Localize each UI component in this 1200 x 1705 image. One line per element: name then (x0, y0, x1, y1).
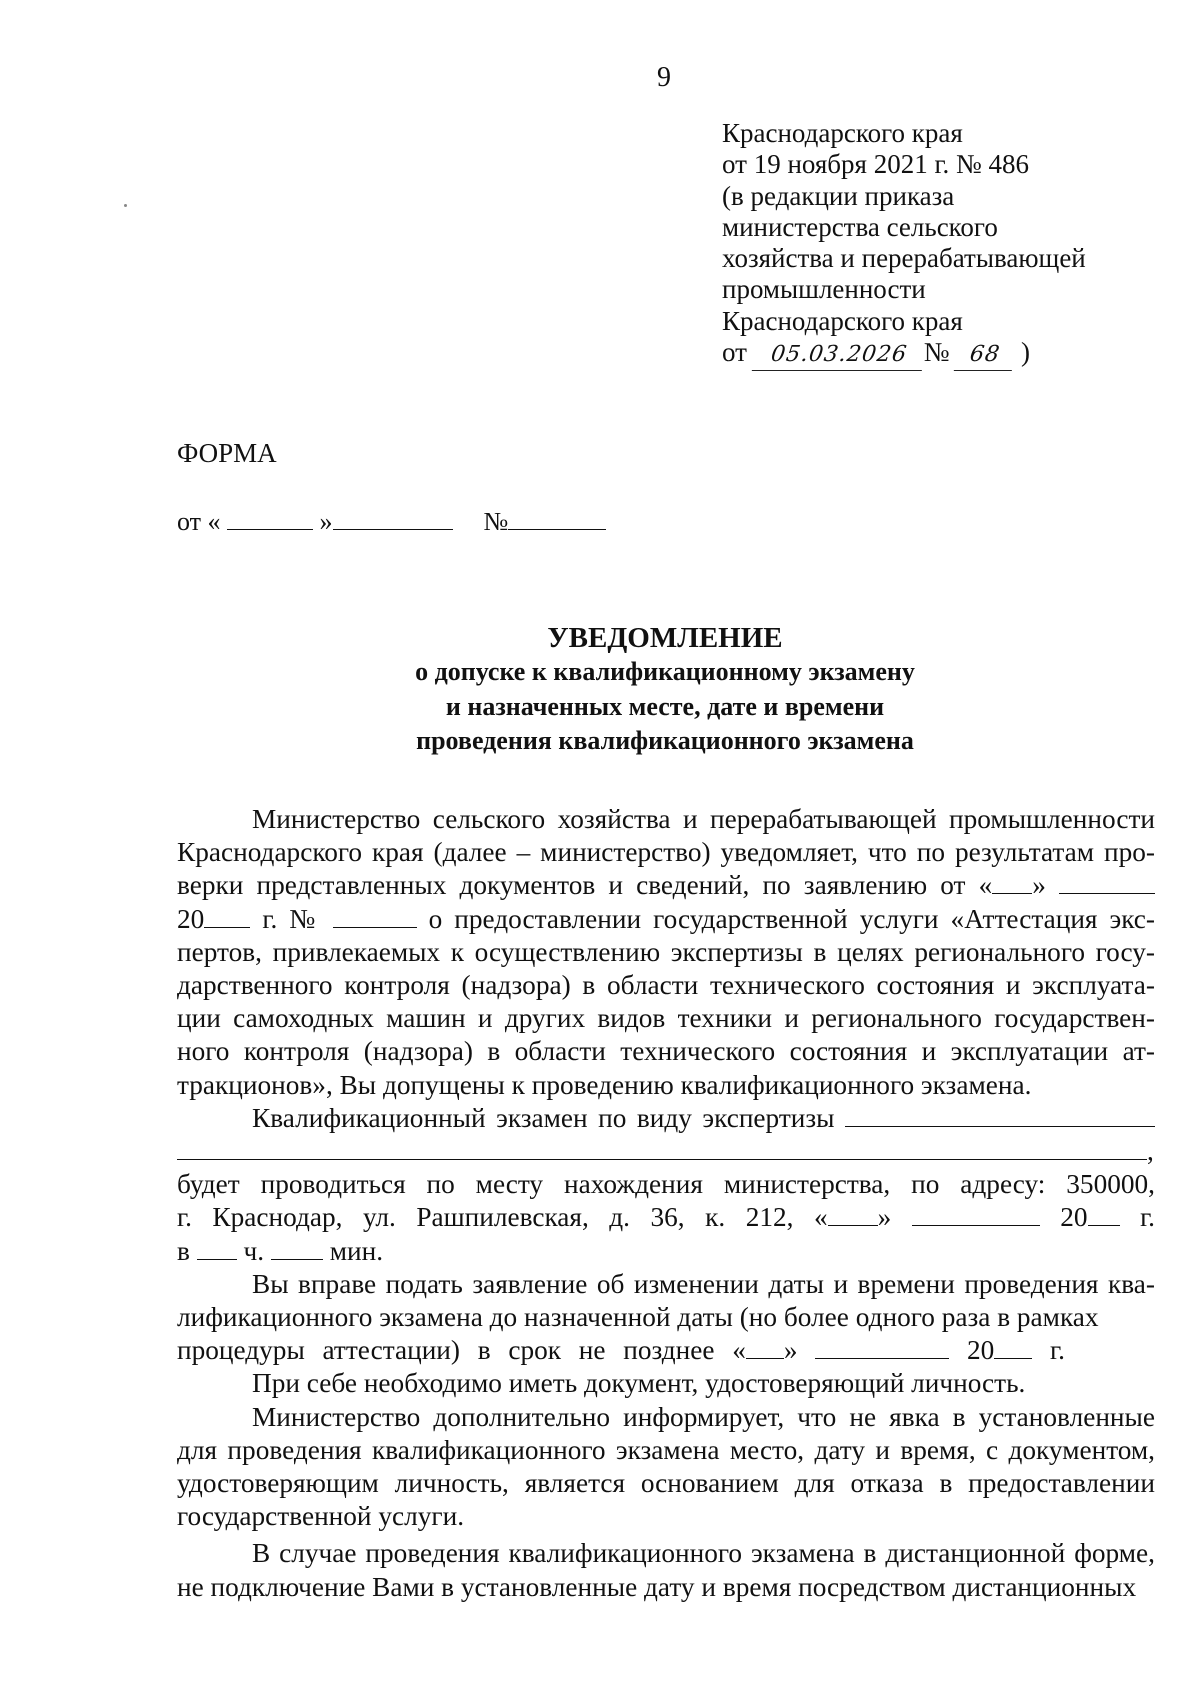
body-paragraph: Министерство дополнительно информирует, что не явка в установленные для проведения квалификационного экзамена место, дату и время, с документом, удостоверяющим личность, является основанием для отказа в предоставлении государственной услуги. (177, 1401, 1155, 1532)
document-body (177, 803, 1155, 1604)
scan-speck (124, 204, 127, 207)
exam-month-blank[interactable] (912, 1203, 1040, 1226)
date-month-blank[interactable] (333, 505, 453, 530)
document-subtitle: и назначенных месте, дате и времени (445, 692, 885, 721)
body-paragraph: Вы вправе подать заявление об изменении даты и времени проведения ква- лификационного экзамена до назначенной даты (но более одного раза в рамках (177, 1268, 1155, 1333)
document-subtitle: о допуске к квалификационному экзамену (415, 657, 915, 686)
body-line: будет проводиться по месту нахождения министерства, по адресу: 350000, (177, 1169, 1155, 1200)
application-month-blank[interactable] (1059, 871, 1155, 894)
body-line: в ч. мин. (177, 1235, 384, 1266)
deadline-day-blank[interactable] (746, 1336, 784, 1359)
body-line: Министерство сельского хозяйства и перерабатывающей промышленности (252, 804, 1155, 834)
body-paragraph: пертов, привлекаемых к осуществлению экспертизы в целях регионального госу- дарственного контроля (надзора) в области технического состояния и эксплуата- ции самоходных машин и других видов техники и регионального государствен- ного контроля (надзора) в области технического состояния и эксплуатации ат- тракционов», Вы допущены к проведению квалификационного экзамена. (177, 936, 1155, 1100)
approval-line: промышленности (722, 274, 926, 305)
body-line: г. Краснодар, ул. Рашпилевская, д. 36, к. 212, « » 20 г. (177, 1202, 1156, 1233)
body-line: Краснодарского края (далее – министерство) уведомляет, что по результатам про- (177, 837, 1155, 868)
approval-line: министерства сельского (722, 211, 998, 242)
application-number-blank[interactable] (333, 905, 417, 928)
approval-block (722, 118, 1086, 371)
approval-line: от 19 ноября 2021 г. № 486 (722, 149, 1029, 180)
document-subtitle: проведения квалификационного экзамена (416, 726, 914, 755)
number-blank[interactable] (508, 505, 606, 530)
body-paragraph: В случае проведения квалификационного экзамена в дистанционной форме, не подключение Вами в установленные дату и время посредством дистанционных (177, 1538, 1155, 1602)
exam-hour-blank[interactable] (197, 1237, 237, 1260)
form-label: ФОРМА (177, 438, 277, 468)
body-paragraph: При себе необходимо иметь документ, удостоверяющий личность. (252, 1368, 1026, 1399)
exam-year-blank[interactable] (1088, 1203, 1120, 1226)
expertise-type-blank[interactable] (845, 1104, 1155, 1127)
page-number: 9 (657, 62, 671, 93)
approval-date-line: от 05.03.2026 № 68 ) (722, 337, 1086, 371)
handwritten-number: 68 (954, 339, 1017, 371)
body-line: , (177, 1135, 1155, 1168)
document-title: УВЕДОМЛЕНИЕ (547, 622, 783, 654)
date-day-blank[interactable] (227, 505, 313, 530)
approval-line: хозяйства и перерабатывающей (722, 243, 1086, 274)
exam-day-blank[interactable] (828, 1203, 878, 1226)
exam-minute-blank[interactable] (271, 1237, 323, 1260)
approval-line: Краснодарского края (722, 118, 963, 148)
handwritten-date: 05.03.2026 (751, 339, 926, 371)
expertise-type-blank-2[interactable] (177, 1137, 1147, 1160)
approval-line: (в редакции приказа (722, 180, 955, 211)
body-line: верки представленных документов и сведений, по заявлению от « » (177, 869, 1155, 902)
approval-line: Краснодарского края (722, 305, 963, 336)
deadline-year-blank[interactable] (994, 1336, 1032, 1359)
deadline-month-blank[interactable] (815, 1336, 949, 1359)
application-day-blank[interactable] (992, 871, 1032, 894)
application-year-blank[interactable] (204, 905, 250, 928)
body-line: Квалификационный экзамен по виду экспертизы (177, 1102, 1155, 1135)
form-date-number-line: от « » № (177, 505, 606, 537)
body-line: 20 г. № о предоставлении государственной услуги «Аттестация экс- (177, 903, 1156, 934)
body-line: процедуры аттестации) в срок не позднее « » 20 г. (177, 1335, 1065, 1366)
